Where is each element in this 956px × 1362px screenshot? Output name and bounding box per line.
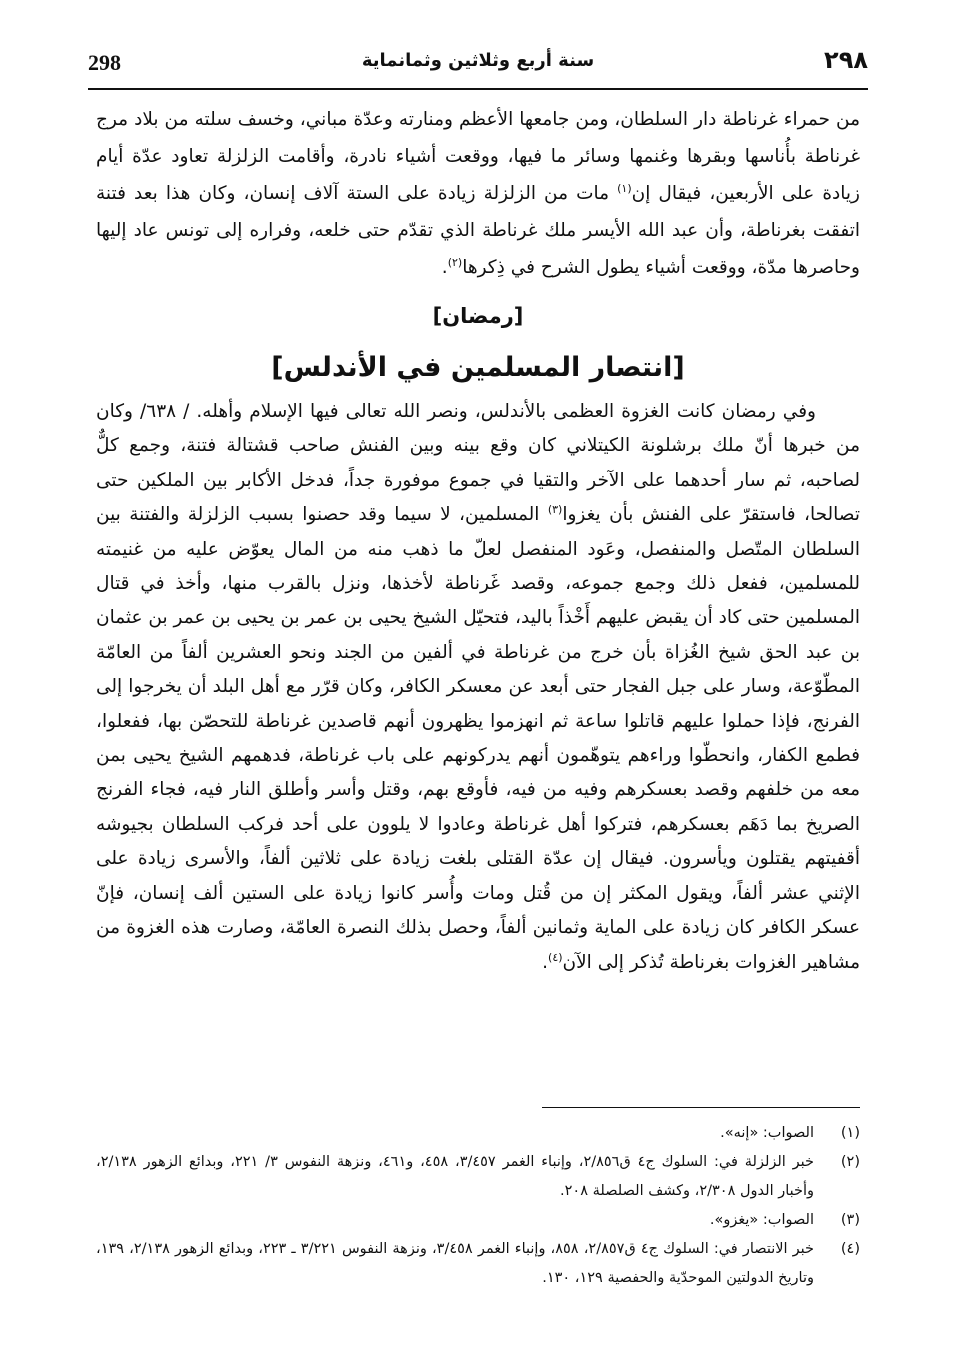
footnote-item: [96, 1119, 860, 1148]
page-header: [88, 42, 868, 86]
intro-text-part-2: مات من الزلزلة زيادة على الستة آلاف إنسان، وكان هذا بعد فتنة اتفقت بغرناطة، وأن عبد الله الأيسر ملك غرناطة الذي تقدّم حتى خلعه، وفراره إلى تونس عاد إليها وحاصرها مدّة، ووقعت أشياء يطول الشرح في ذِكرها: [96, 183, 860, 278]
main-text-part-1: وفي رمضان كانت الغزوة العظمى بالأندلس، ونصر الله تعالى فيها الإسلام وأهله. / ٦٣٨/ وكان من خبرها أنّ ملك برشلونة الكيتلاني كان وقع بينه وبين الفنش صاحب قشتالة فتنة، وجمع كلٌّ لصاحبه، ثم سار أحدهما على الآخر والتقيا في جموع موفورة جداً، فدخل الأكابر بين الملكين حتى تصالحا، فاستقرّ على الفنش بأن يغزوا: [96, 401, 860, 526]
main-paragraph: [96, 395, 860, 980]
footnote-text: الصواب: «يغزو».: [709, 1212, 814, 1228]
footnote-item: [96, 1235, 860, 1293]
main-text: [96, 395, 860, 980]
main-text-end: .: [542, 951, 549, 973]
footnote-ref-1[interactable]: (١): [617, 181, 632, 195]
footnotes: [96, 1119, 860, 1293]
footnote-item: [96, 1206, 860, 1235]
footnote-text: خبر الزلزلة في: السلوك ج٤ ق٢/٨٥٦، وإنباء الغمر ٣/٤٥٧، ٤٥٨، و٤٦١، ونزهة النفوس ٣/ ٢٢١، وبدائع الزهور ٢/١٣٨، وأخبار الدول ٢/٣٠٨، وكشف الصلصلة ٢٠٨.: [96, 1154, 815, 1199]
footnote-number: (٤): [840, 1241, 860, 1257]
header-divider: [88, 88, 868, 90]
footnote-text: الصواب: «إنه».: [720, 1125, 814, 1141]
footnote-number: (١): [840, 1125, 860, 1141]
section-heading: [انتصار المسلمين في الأندلس]: [271, 352, 685, 383]
running-title: سنة أربع وثلاثين وثمانماية: [361, 50, 595, 71]
footnote-ref-4[interactable]: (٤): [548, 950, 563, 964]
footnote-ref-3[interactable]: (٣): [547, 503, 563, 517]
footnote-number: (٣): [840, 1212, 860, 1228]
page-number-latin: 298: [88, 50, 121, 75]
ramadan-heading: [رمضان]: [432, 304, 524, 328]
footnote-text: خبر الانتصار في: السلوك ج٤ ق٢/٨٥٧، ٨٥٨، وإنباء الغمر ٣/٤٥٨، ونزهة النفوس ٣/٢٢١ ـ ٢٢٣، وبدائع الزهور ٢/١٣٨، ١٣٩، وتاريخ الدولتين الموحدّية والحفصية ١٢٩، ١٣٠.: [96, 1241, 814, 1286]
footnote-number: (٢): [840, 1154, 860, 1170]
footnote-item: [96, 1148, 860, 1206]
page-number-arabic: ٢٩٨: [824, 46, 868, 74]
footnote-divider: [542, 1107, 860, 1108]
intro-text: [96, 101, 860, 286]
intro-paragraph: [96, 101, 860, 286]
footnote-ref-2[interactable]: (٢): [447, 255, 463, 269]
intro-text-part-1: من حمراء غرناطة دار السلطان، ومن جامعها الأعظم ومنارته وعدّة مباني، وخسف سلته من بلاد مرج غرناطة بأُناسها وبقرها وغنمها وسائر ما فيها، ووقعت أشياء نادرة، وأقامت الزلزلة تعاود عدّة أيام زيادة على الأربعين، فيقال إن: [96, 109, 860, 204]
intro-text-end: .: [441, 257, 448, 278]
main-text-part-2: المسلمين، لا سيما وقد حصنوا بسبب الزلزلة والفتنة بين السلطان المتّصل والمنفصل، وعَود المنفصل لعلّ ما ذهب منه من المال يعوّض عليه من غنيمته للمسلمين، ففعل ذلك وجمع جموعه، وقصد غَرناطة لأخذها، ونزل بالقرب منها، وأخذ في قتال المسلمين حتى كاد أن يقبض عليهم أَخْذاً باليد، فتحيّل الشيخ يحيى بن عمر بن يحيى بن عمر بن عثمان بن عبد الحق شيخ الغُزاة بأن خرج من غرناطة في ألفين من الجند ونحو العشرين ألفاً من العامّة المطّوّعة، وسار على جبل الفجار حتى أبعد عن معسكر الكافر، وكان قرّر مع أهل البلد أن يخرجوا إلى الفرنج، فإذا حملوا عليهم قاتلوا ساعة ثم انهزموا يظهرون أنهم قاصدين غرناطة للتحصّن بها، ففعلوا، فطمع الكفار، وانحطّوا وراءهم يتوهّمون أنهم يدركونهم على باب غرناطة، فدهمهم الشيخ يحيى بمن معه من خلفهم وقصد بعسكرهم وفيه من فيه، فأوقع بهم، وقتل وأسر وأطلق النار فيه، فجاء الفرنج الصريخ بما دَهَم بعسكرهم، فتركوا أهل غرناطة وعادوا لا يلوون على أحد فركب السلطان بجيوشه أقفيتهم يقتلون ويأسرون. فيقال إن عدّة القتلى بلغت زيادة على ثلاثين ألفاً، والأسرى زيادة على الإثني عشر ألفاً، ويقول المكثر إن من قُتل ومات وأُسر كانوا زيادة على الستين ألف إنسان، فإنّ عسكر الكافر كان زيادة على الماية وثمانين ألفاً، وحصل بذلك النصرة العامّة، وصارت هذه الغزوة من مشاهير الغزوات بغرناطة تُذكر إلى الآن: [96, 504, 860, 973]
